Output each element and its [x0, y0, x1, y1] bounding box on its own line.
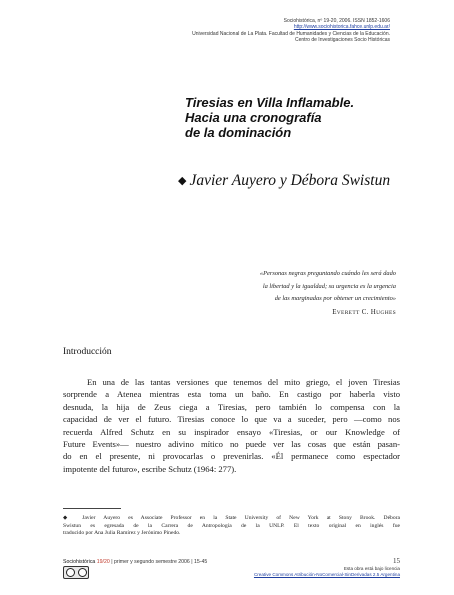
- footnote-line: Swistun es egresada de la Carrera de Antropología de la UNLP. El texto original en inglés fue: [63, 522, 400, 529]
- cc-by-icon: [78, 568, 87, 577]
- article-title: [185, 95, 405, 140]
- footnote-divider: [63, 508, 121, 509]
- body-line: capacidad de ver el futuro. Tiresias conoce lo que va a suceder, pero —como nos: [63, 414, 400, 425]
- author-last-rest: UGHES: [376, 310, 396, 316]
- author-initial: E: [332, 308, 337, 316]
- license: [170, 566, 400, 578]
- section-heading: Introducción: [63, 347, 112, 357]
- footnote: [63, 515, 400, 538]
- issue-period: | primer y segundo semestre 2006 | 15-45: [111, 559, 208, 565]
- author-last-initial: C. H: [361, 308, 377, 316]
- journal-url-link[interactable]: http://www.sociohistorica.fahce.unlp.edu.ar/: [293, 24, 390, 31]
- license-note: Esta obra está bajo licencia: [343, 566, 400, 571]
- journal-name: Sociohistórica: [63, 559, 96, 565]
- page-number: 15: [393, 557, 400, 565]
- page-header: [50, 18, 390, 44]
- body-line: desnuda, la hija de Zeus ciega a Tiresias, pero también lo compensa con la: [63, 401, 400, 412]
- creative-commons-icon[interactable]: [63, 566, 89, 579]
- author-names: Javier Auyero y Débora Swistun: [189, 172, 391, 189]
- body-line: do en el presente, ni provocarlas o prevenirlas. «Él permanece como espectador: [63, 451, 400, 462]
- author-first-rest: VERETT: [336, 310, 360, 316]
- title-line: de la dominación: [185, 125, 292, 140]
- authors: [178, 172, 418, 190]
- page-footer: [63, 559, 207, 565]
- institution: Universidad Nacional de La Plata. Facultad de Humanidades y Ciencias de la Educación.: [192, 30, 390, 37]
- epigraph-line: «Personas negras preguntando cuándo les será dado: [259, 270, 396, 277]
- research-center: Centro de Investigaciones Socio Históricas: [294, 37, 390, 44]
- license-link[interactable]: Creative Commons Atribución-NoComercial-SinDerivadas 2.5 Argentina: [253, 572, 400, 577]
- footnote-line: traducido por Ana Julia Ramírez y Jerónimo Pinedo.: [63, 530, 181, 537]
- citation: Sociohistórica, nº 19-20, 2006. ISSN 1852-1606: [283, 18, 390, 24]
- body-line: Future Events»— nuestro adivino mítico no puede ver las cosas que están pasan-: [63, 439, 400, 450]
- issue-number: 19/20: [96, 559, 110, 565]
- epigraph-author: [332, 308, 396, 316]
- epigraph: [176, 268, 396, 306]
- body-line: impotente del futuro», escribe Schutz (1964: 277).: [63, 463, 237, 474]
- body-line: recuerda Alfred Schutz en su inspirador ensayo «Tiresias, or our Knowledge of: [63, 426, 400, 437]
- body-line: sorprende a Atenea mientras esta toma un baño. En castigo por haberla visto: [63, 389, 400, 400]
- cc-badge-icon: [66, 568, 75, 577]
- diamond-bullet-icon: ◆: [178, 175, 187, 187]
- body-line: En una de las tantas versiones que tenemos del mito griego, el joven Tiresias: [87, 377, 400, 387]
- epigraph-line: de las marginadas por obtener un crecimiento»: [274, 295, 396, 302]
- title-line: Hacia una cronografía: [185, 110, 322, 125]
- body-text: [63, 376, 400, 475]
- title-line: Tiresias en Villa Inflamable.: [185, 95, 355, 110]
- epigraph-line: la libertad y la igualdad; su urgencia es la urgencia: [262, 282, 396, 290]
- footnote-line: ◆ Javier Auyero es Associate Professor en la State University of New York at Stony Brook. Débora: [63, 515, 400, 521]
